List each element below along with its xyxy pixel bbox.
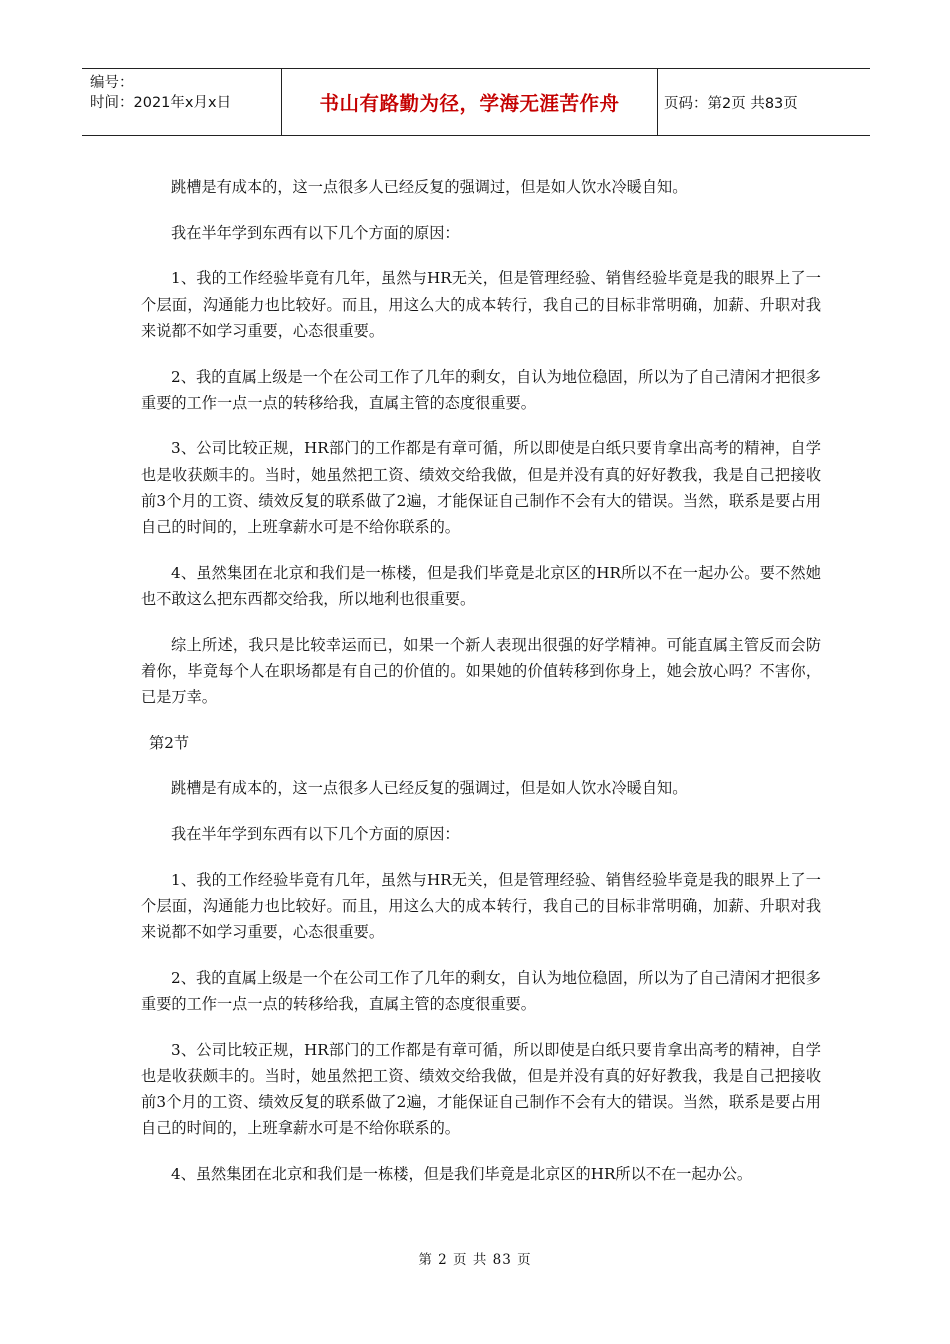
header-motto: 书山有路勤为径，学海无涯苦作舟 <box>282 69 658 135</box>
paragraph: 4、虽然集团在北京和我们是一栋楼，但是我们毕竟是北京区的HR所以不在一起办公。要不然她也不敢这么把东西都交给我，所以地利也很重要。 <box>141 563 821 608</box>
paragraph: 跳槽是有成本的，这一点很多人已经反复的强调过，但是如人饮水冷暖自知。 <box>171 779 688 798</box>
paragraph: 跳槽是有成本的，这一点很多人已经反复的强调过，但是如人饮水冷暖自知。 <box>171 178 688 196</box>
serial-label: 编号： <box>90 75 134 91</box>
time-label: 时间：2021年x月x日 <box>90 95 232 111</box>
paragraph: 4、虽然集团在北京和我们是一栋楼，但是我们毕竟是北京区的HR所以不在一起办公。 <box>171 1165 753 1184</box>
paragraph: 综上所述，我只是比较幸运而已，如果一个新人表现出很强的好学精神。可能直属主管反而会防着你，毕竟每个人在职场都是有自己的价值的。如果她的价值转移到你身上，她会放心吗？不害你，已是万幸。 <box>141 635 821 707</box>
paragraph: 2、我的直属上级是一个在公司工作了几年的剩女，自认为地位稳固，所以为了自己清闲才把很多重要的工作一点一点的转移给我，直属主管的态度很重要。 <box>141 367 821 412</box>
paragraph: 3、公司比较正规，HR部门的工作都是有章可循，所以即使是白纸只要肯拿出高考的精神，自学也是收获颇丰的。当时，她虽然把工资、绩效交给我做，但是并没有真的好好教我，我是自己把接收前3个月的工资、绩效反复的联系做了2遍，才能保证自己制作不会有大的错误。当然，联系是要占用自己的时间的，上班拿薪水可是不给你联系的。 <box>141 1040 821 1138</box>
page-header <box>82 68 870 136</box>
header-page-info: 页码：第2页 共83页 <box>664 95 798 112</box>
document-body <box>141 174 821 1207</box>
paragraph: 我在半年学到东西有以下几个方面的原因： <box>171 825 460 844</box>
page-footer: 第 2 页 共 83 页 <box>418 1252 532 1268</box>
paragraph: 我在半年学到东西有以下几个方面的原因： <box>171 223 460 242</box>
paragraph: 3、公司比较正规，HR部门的工作都是有章可循，所以即使是白纸只要肯拿出高考的精神，自学也是收获颇丰的。当时，她虽然把工资、绩效交给我做，但是并没有真的好好教我，我是自己把接收前3个月的工资、绩效反复的联系做了2遍，才能保证自己制作不会有大的错误。当然，联系是要占用自己的时间的，上班拿薪水可是不给你联系的。 <box>141 439 821 537</box>
header-meta <box>82 69 282 135</box>
paragraph: 2、我的直属上级是一个在公司工作了几年的剩女，自认为地位稳固，所以为了自己清闲才把很多重要的工作一点一点的转移给我，直属主管的态度很重要。 <box>141 968 821 1014</box>
paragraph: 1、我的工作经验毕竟有几年，虽然与HR无关，但是管理经验、销售经验毕竟是我的眼界上了一个层面，沟通能力也比较好。而且，用这么大的成本转行，我自己的目标非常明确，加薪、升职对我来说都不如学习重要，心态很重要。 <box>141 870 821 942</box>
section-title: 第2节 <box>149 733 190 752</box>
paragraph: 1、我的工作经验毕竟有几年，虽然与HR无关，但是管理经验、销售经验毕竟是我的眼界上了一个层面，沟通能力也比较好。而且，用这么大的成本转行，我自己的目标非常明确，加薪、升职对我来说都不如学习重要，心态很重要。 <box>141 269 821 340</box>
